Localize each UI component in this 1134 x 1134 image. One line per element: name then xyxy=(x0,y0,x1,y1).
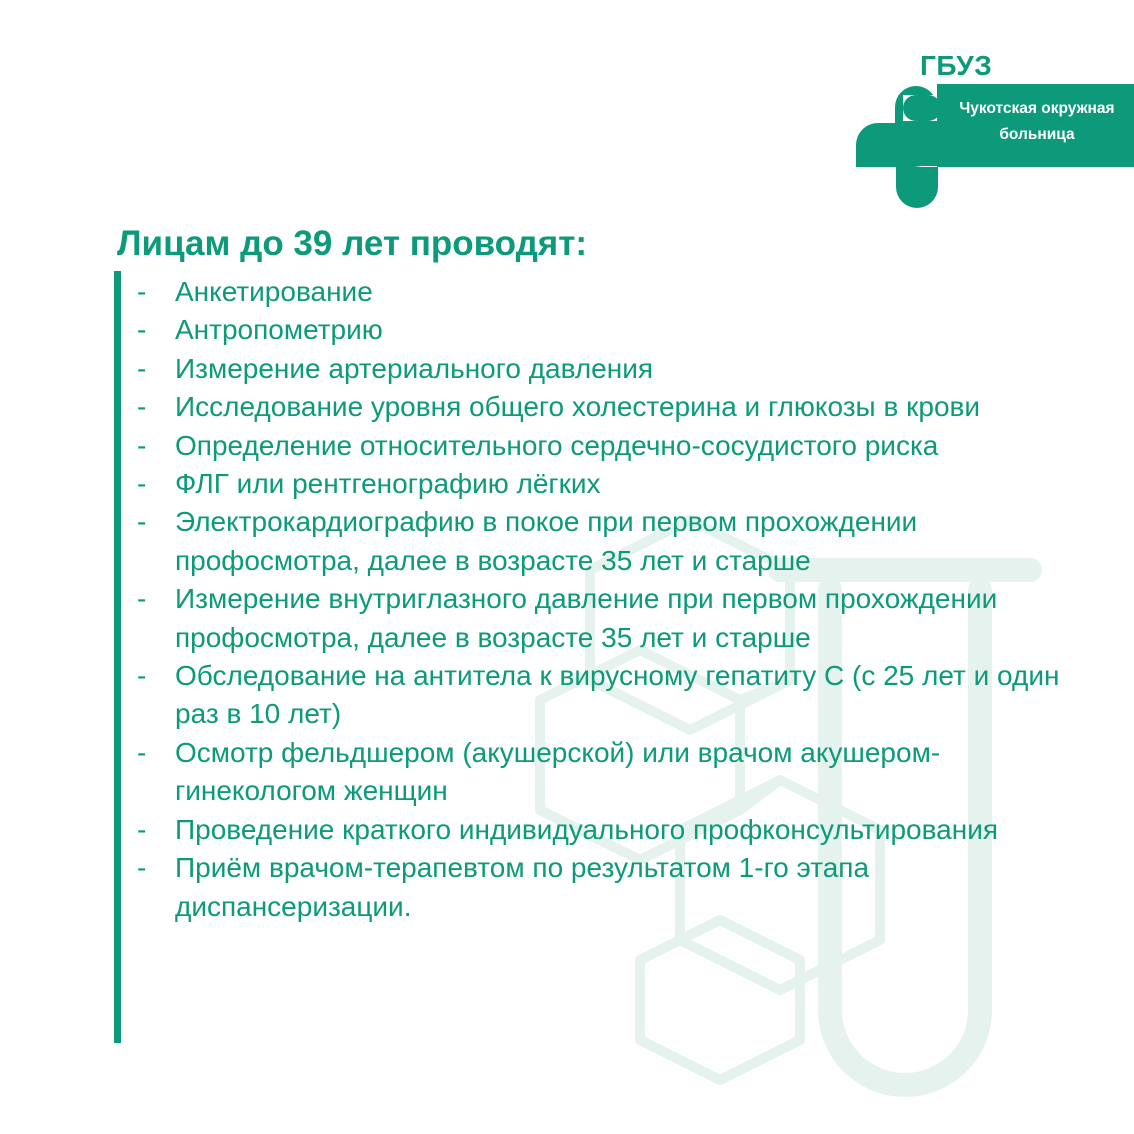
bullet-dash: - xyxy=(137,506,147,538)
list-item xyxy=(137,311,1097,349)
list-item-text: Измерение внутриглазного давление при первом прохождении профосмотра, далее в возрасте 35 лет и старше xyxy=(175,583,998,653)
list-item xyxy=(137,350,1097,388)
list-item-text: Обследование на антитела к вирусному гепатиту С (с 25 лет и один раз в 10 лет) xyxy=(175,660,1060,730)
list-item-text: Измерение артериального давления xyxy=(175,352,654,384)
list-item-text: Антропометрию xyxy=(175,314,383,346)
list-item xyxy=(137,734,1097,811)
list-item xyxy=(137,503,1097,580)
list-item xyxy=(137,849,1097,926)
list-item-text: ФЛГ или рентгенографию лёгких xyxy=(175,468,601,500)
bullet-dash: - xyxy=(137,429,147,461)
list-item-text: Исследование уровня общего холестерина и глюкозы в крови xyxy=(175,391,981,423)
logo-name-line-1: Чукотская окружная xyxy=(959,100,1115,117)
bullet-dash: - xyxy=(137,352,147,384)
logo-name-line-2: больница xyxy=(999,126,1075,143)
procedure-list xyxy=(137,273,1097,926)
bullet-dash: - xyxy=(137,276,147,307)
list-item xyxy=(137,580,1097,657)
list-item xyxy=(137,657,1097,734)
accent-divider xyxy=(114,271,121,1043)
logo-org-abbreviation: ГБУЗ xyxy=(920,50,993,81)
bullet-dash: - xyxy=(137,813,147,845)
list-item xyxy=(137,388,1097,426)
bullet-dash: - xyxy=(137,852,147,884)
list-item xyxy=(137,465,1097,503)
hospital-logo xyxy=(0,0,1134,220)
list-item-text: Электрокардиографию в покое при первом прохождении профосмотра, далее в возрасте 35 лет и старше xyxy=(175,506,918,576)
list-item xyxy=(137,427,1097,465)
bullet-dash: - xyxy=(137,468,147,500)
bullet-dash: - xyxy=(137,583,147,615)
page-title: Лицам до 39 лет проводят: xyxy=(117,224,588,263)
bullet-dash: - xyxy=(137,314,147,346)
list-item xyxy=(137,273,1097,311)
bullet-dash: - xyxy=(137,736,147,768)
bullet-dash: - xyxy=(137,391,147,423)
logo-hospital-name xyxy=(940,96,1134,148)
list-item-text: Проведение краткого индивидуального профконсультирования xyxy=(175,813,999,845)
list-item-text: Определение относительного сердечно-сосудистого риска xyxy=(175,429,939,461)
list-item-text: Осмотр фельдшером (акушерской) или врачом акушером-гинекологом женщин xyxy=(175,736,941,807)
bullet-dash: - xyxy=(137,660,147,692)
list-item-text: Приём врачом-терапевтом по результатом 1-го этапа диспансеризации. xyxy=(175,852,870,922)
list-item-text: Анкетирование xyxy=(175,276,373,307)
list-item xyxy=(137,811,1097,849)
